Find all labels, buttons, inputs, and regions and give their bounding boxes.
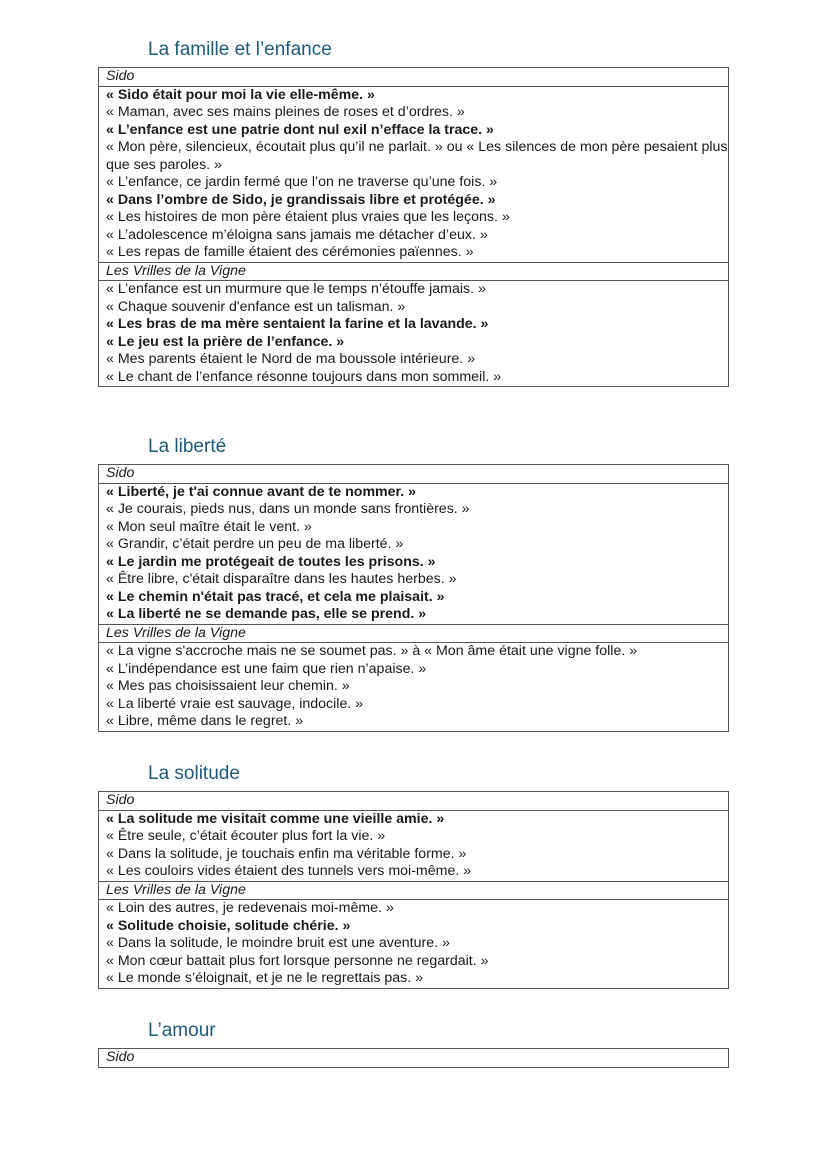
source-row xyxy=(99,262,729,281)
quote: « Être seule, c’était écouter plus fort la vie. » xyxy=(106,828,386,844)
quotes-row xyxy=(99,643,729,732)
quote: « Libre, même dans le regret. » xyxy=(106,713,304,729)
source-row xyxy=(99,624,729,643)
quote: « Les histoires de mon père étaient plus vraies que les leçons. » xyxy=(106,209,510,225)
quotes-table xyxy=(98,791,729,989)
quote: « Dans la solitude, je touchais enfin ma véritable forme. » xyxy=(106,845,467,862)
quotes-row xyxy=(99,281,729,387)
quote: « L’enfance, ce jardin fermé que l’on ne traverse qu’une fois. » xyxy=(106,174,498,190)
quotes-row xyxy=(99,810,729,881)
quote-highlighted: « La solitude me visitait comme une vieille amie. » xyxy=(106,810,445,827)
quote-highlighted: « L’enfance est une patrie dont nul exil n’efface la trace. » xyxy=(106,121,494,138)
quote-highlighted: « Liberté, je t'ai connue avant de te nommer. » xyxy=(106,483,417,500)
quote-highlighted: « Le jeu est la prière de l’enfance. » xyxy=(106,333,345,350)
quote: « Mes pas choisissaient leur chemin. » xyxy=(106,678,350,694)
quotes-cell xyxy=(99,900,729,989)
quotes-table xyxy=(98,67,729,387)
source-title: Sido xyxy=(99,1049,729,1068)
quote-highlighted: « Le chemin n'était pas tracé, et cela me plaisait. » xyxy=(106,588,445,605)
section-title: La liberté xyxy=(148,436,227,457)
quote: « Maman, avec ses mains pleines de roses et d’ordres. » xyxy=(106,104,465,120)
section xyxy=(98,761,729,989)
source-title: Les Vrilles de la Vigne xyxy=(99,881,729,900)
quotes-row xyxy=(99,483,729,624)
quotes-table xyxy=(98,1048,729,1068)
source-row xyxy=(99,465,729,484)
quote: « Le chant de l’enfance résonne toujours dans mon sommeil. » xyxy=(106,368,502,385)
section xyxy=(98,434,729,732)
quotes-cell xyxy=(99,643,729,732)
quote: « Je courais, pieds nus, dans un monde sans frontières. » xyxy=(106,501,470,517)
quotes-cell xyxy=(99,86,729,262)
quote: « Mon cœur battait plus fort lorsque personne ne regardait. » xyxy=(106,952,489,969)
quote: « L’adolescence m’éloigna sans jamais me détacher d’eux. » xyxy=(106,226,488,243)
source-title: Les Vrilles de la Vigne xyxy=(99,624,729,643)
source-title: Sido xyxy=(99,68,729,87)
quote: « La liberté vraie est sauvage, indocile. » xyxy=(106,695,364,712)
quote-highlighted: « Le jardin me protégeait de toutes les prisons. » xyxy=(106,553,436,570)
quote: « Chaque souvenir d'enfance est un talisman. » xyxy=(106,298,406,315)
quote: « Mes parents étaient le Nord de ma boussole intérieure. » xyxy=(106,351,476,367)
quote: « La vigne s'accroche mais ne se soumet pas. » à « Mon âme était une vigne folle. » xyxy=(106,643,638,659)
source-title: Sido xyxy=(99,792,729,811)
quotes-cell xyxy=(99,483,729,624)
quote: « Être libre, c'était disparaître dans les hautes herbes. » xyxy=(106,571,457,587)
quote: « L’indépendance est une faim que rien n’apaise. » xyxy=(106,660,427,677)
quote: « Dans la solitude, le moindre bruit est une aventure. » xyxy=(106,935,450,951)
quote: « L’enfance est un murmure que le temps n’étouffe jamais. » xyxy=(106,281,486,297)
section-title: L’amour xyxy=(148,1020,216,1041)
quotes-row xyxy=(99,86,729,262)
quote: « Les couloirs vides étaient des tunnels vers moi-même. » xyxy=(106,863,472,879)
quote: « Mon père, silencieux, écoutait plus qu’il ne parlait. » ou « Les silences de mon père pesaient plus que ses paroles. » xyxy=(106,139,728,173)
quotes-cell xyxy=(99,810,729,881)
quote-highlighted: « Les bras de ma mère sentaient la farine et la lavande. » xyxy=(106,316,489,332)
quote-highlighted: « La liberté ne se demande pas, elle se prend. » xyxy=(106,606,427,622)
source-row xyxy=(99,792,729,811)
quote: « Grandir, c’était perdre un peu de ma liberté. » xyxy=(106,536,404,552)
quote-highlighted: « Sido était pour moi la vie elle-même. » xyxy=(106,86,375,103)
quote: « Les repas de famille étaient des cérémonies païennes. » xyxy=(106,244,474,260)
quotes-cell xyxy=(99,281,729,387)
quote: « Le monde s’éloignait, et je ne le regrettais pas. » xyxy=(106,970,424,986)
quote: « Loin des autres, je redevenais moi-même. » xyxy=(106,900,394,916)
quotes-table xyxy=(98,464,729,732)
source-row xyxy=(99,1049,729,1068)
source-title: Les Vrilles de la Vigne xyxy=(99,262,729,281)
source-row xyxy=(99,881,729,900)
quote: « Mon seul maître était le vent. » xyxy=(106,518,312,535)
section xyxy=(98,1018,729,1068)
quote-highlighted: « Solitude choisie, solitude chérie. » xyxy=(106,917,351,934)
section-title: La famille et l’enfance xyxy=(148,39,332,60)
source-row xyxy=(99,68,729,87)
quote-highlighted: « Dans l’ombre de Sido, je grandissais libre et protégée. » xyxy=(106,191,496,208)
quotes-row xyxy=(99,900,729,989)
section xyxy=(98,37,729,387)
source-title: Sido xyxy=(99,465,729,484)
section-title: La solitude xyxy=(148,763,240,784)
